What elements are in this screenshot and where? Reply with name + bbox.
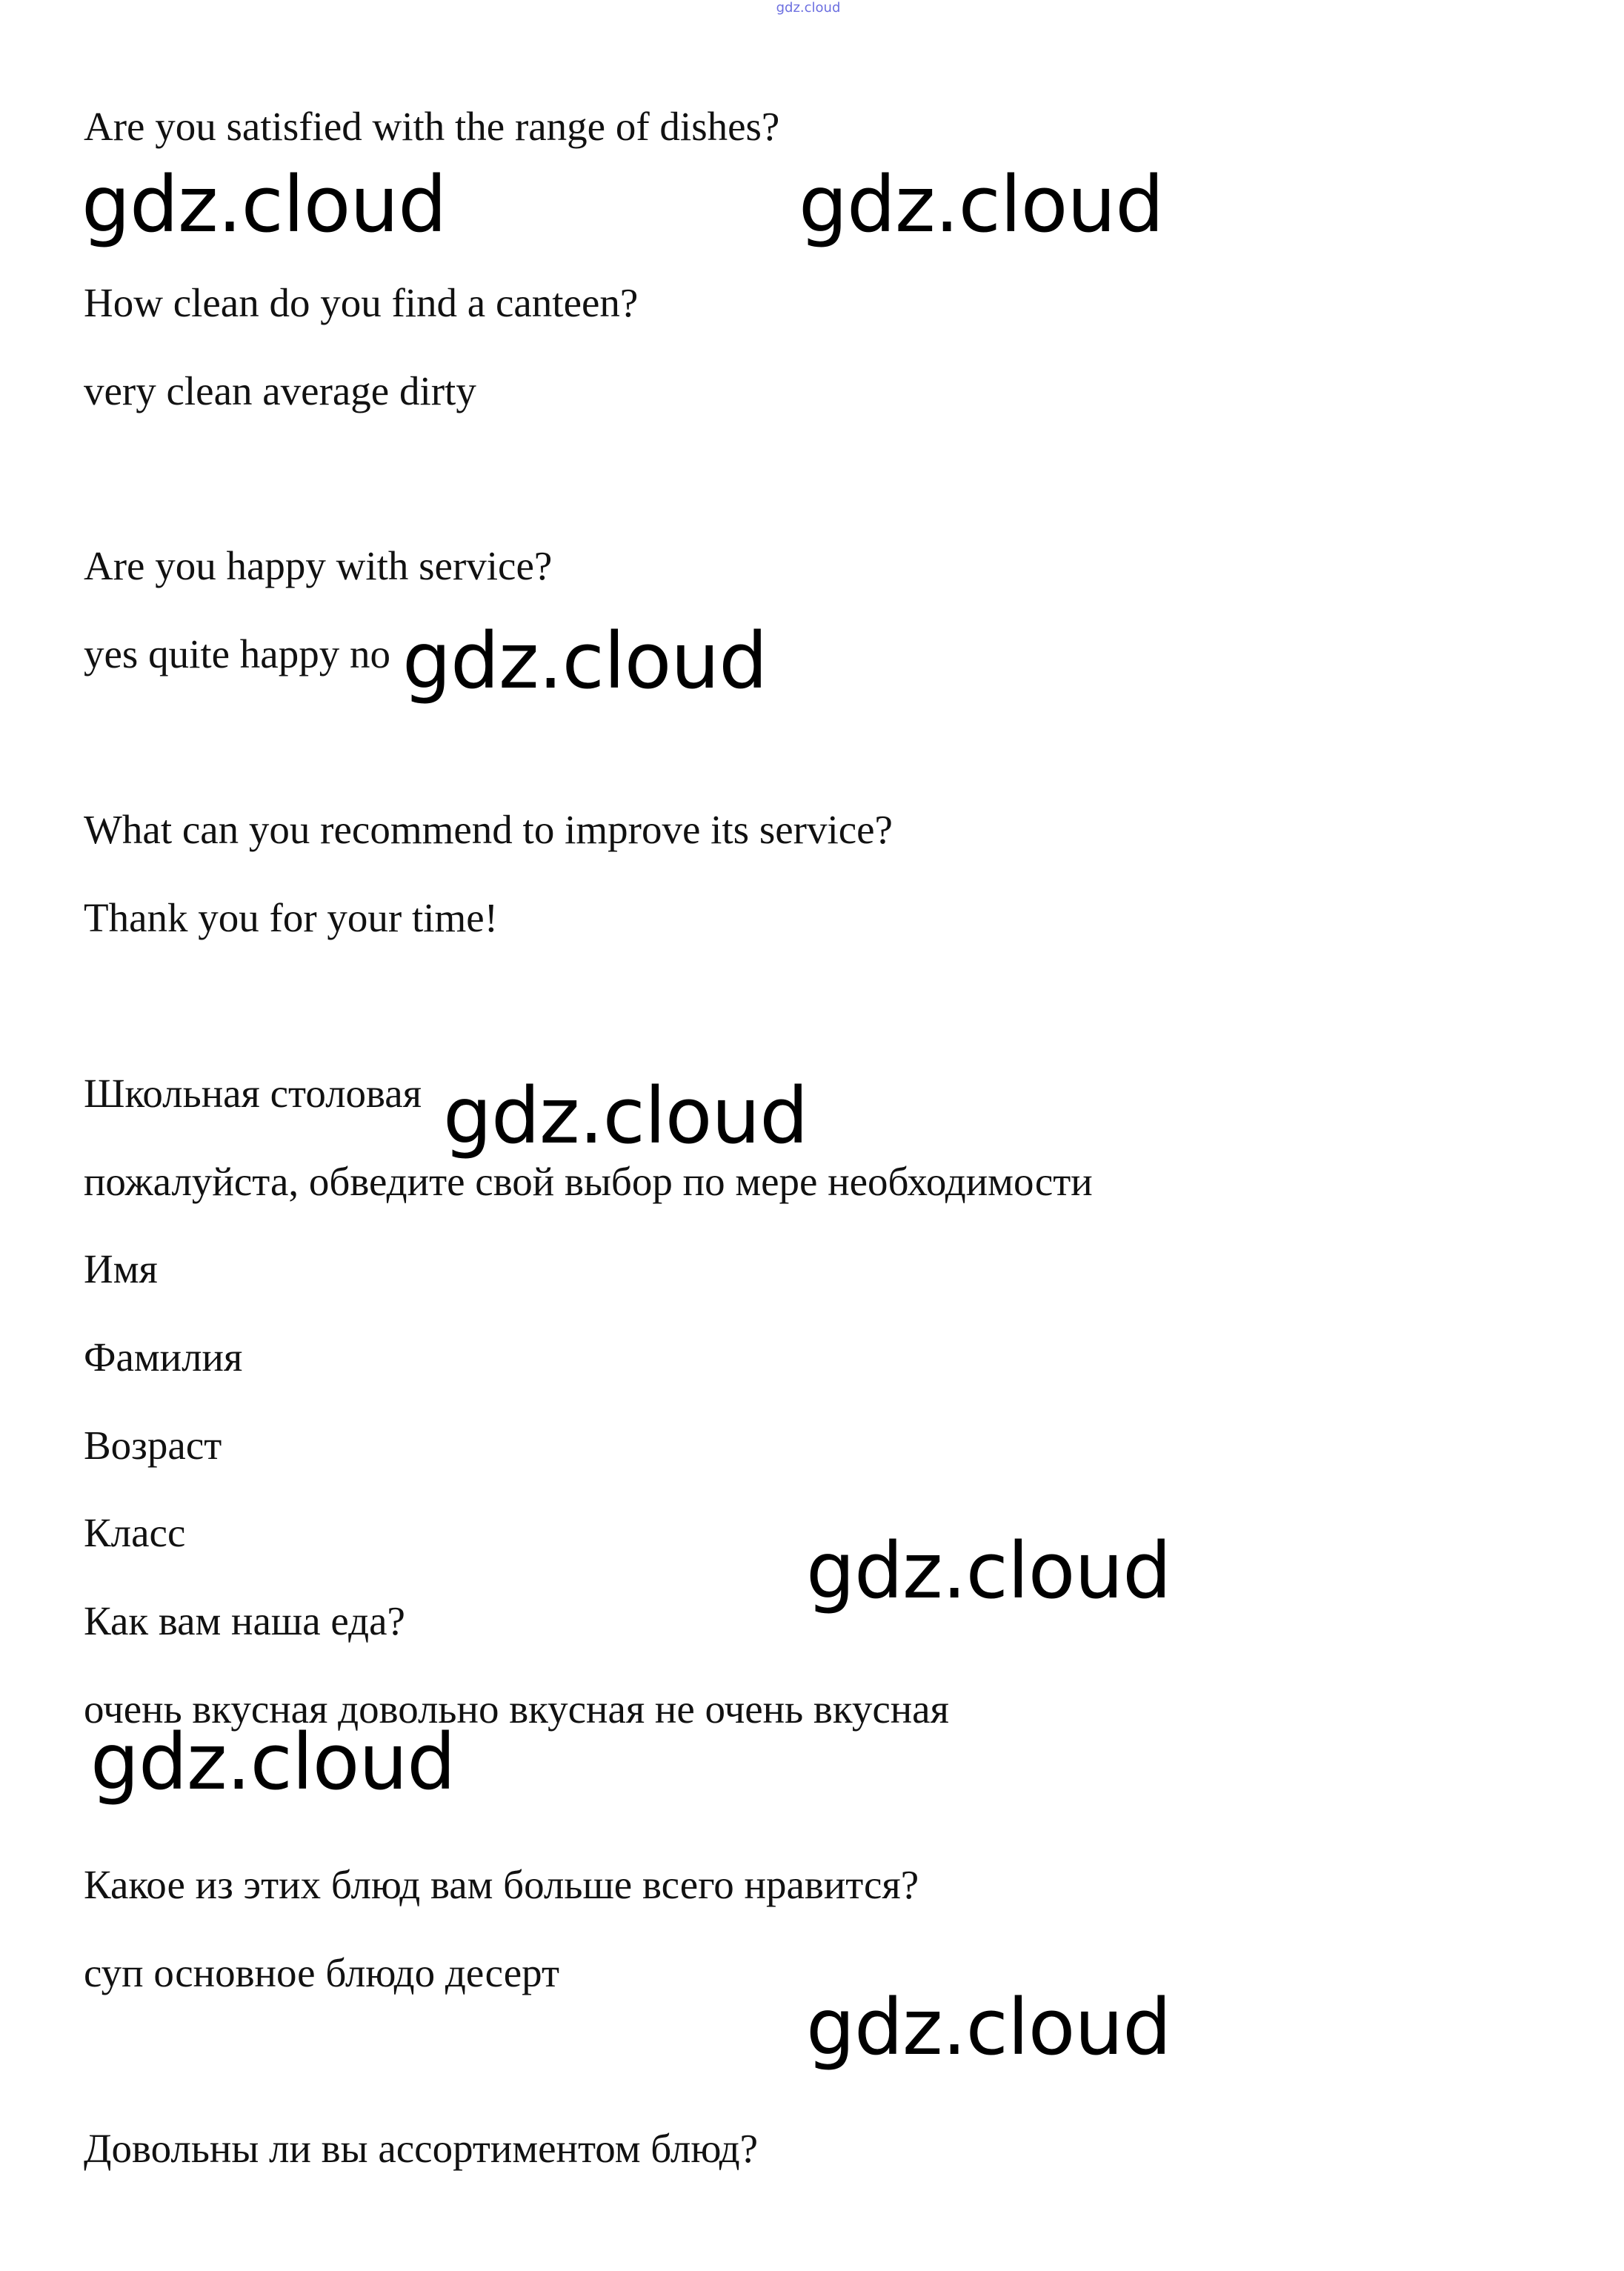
field-class: Класс	[84, 1510, 186, 1555]
field-age: Возраст	[84, 1423, 222, 1468]
question-range-ru: Довольны ли вы ассортиментом блюд?	[84, 2126, 759, 2171]
watermark: gdz.cloud	[806, 1982, 1171, 2072]
question-service: Are you happy with service?	[84, 543, 553, 588]
header-watermark: gdz.cloud	[776, 0, 841, 16]
field-last-name: Фамилия	[84, 1334, 243, 1380]
watermark: gdz.cloud	[443, 1071, 808, 1161]
question-favorite-dish-ru: Какое из этих блюд вам больше всего нравится?	[84, 1862, 919, 1907]
question-range-of-dishes: Are you satisfied with the range of dishes?	[84, 104, 780, 149]
watermark: gdz.cloud	[799, 159, 1164, 250]
closing-thanks: Thank you for your time!	[84, 895, 499, 940]
watermark: gdz.cloud	[806, 1526, 1171, 1616]
instruction-ru: пожалуйста, обведите свой выбор по мере необходимости	[84, 1159, 1093, 1204]
section-title-ru: Школьная столовая	[84, 1071, 422, 1116]
watermark: gdz.cloud	[81, 159, 447, 250]
question-recommendation: What can you recommend to improve its service?	[84, 807, 893, 852]
options-cleanliness: very clean average dirty	[84, 368, 476, 413]
watermark: gdz.cloud	[90, 1717, 456, 1807]
options-service: yes quite happy no	[84, 631, 390, 676]
question-cleanliness: How clean do you find a canteen?	[84, 280, 639, 325]
options-dishes-ru: суп основное блюдо десерт	[84, 1950, 559, 1995]
watermark: gdz.cloud	[402, 616, 768, 706]
question-food-ru: Как вам наша еда?	[84, 1598, 405, 1643]
options-food-ru: очень вкусная довольно вкусная не очень вкусная	[84, 1686, 949, 1732]
field-first-name: Имя	[84, 1246, 158, 1291]
